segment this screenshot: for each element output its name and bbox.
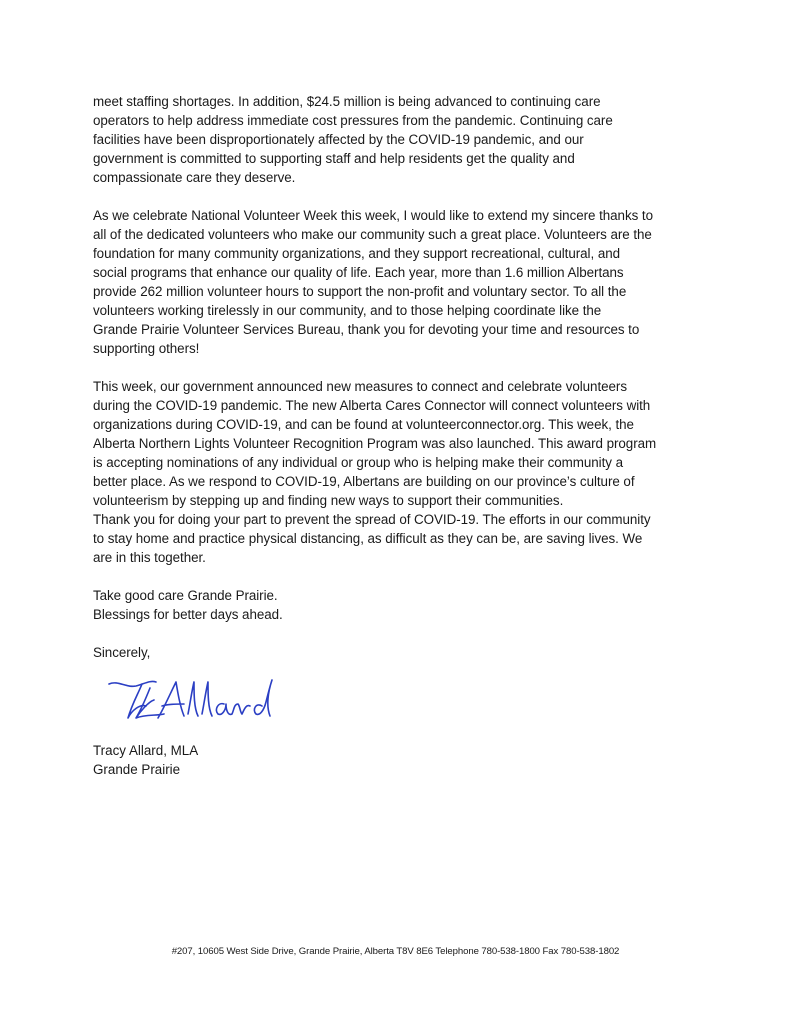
text-line: Grande Prairie Volunteer Services Bureau, thank you for devoting your time and resources to <box>93 322 640 337</box>
text-line: organizations during COVID-19, and can be found at volunteerconnector.org. This week, the <box>93 417 634 432</box>
signature-stroke-t <box>109 681 156 718</box>
text-line: all of the dedicated volunteers who make our community such a great place. Volunteers are the <box>93 227 652 242</box>
text-line: meet staffing shortages. In addition, $24.5 million is being advanced to continuing care <box>93 94 601 109</box>
closing-line: Blessings for better days ahead. <box>93 607 283 622</box>
text-line: volunteerism by stepping up and finding new ways to support their communities. <box>93 493 564 508</box>
signature-stroke-a <box>158 682 184 718</box>
text-line: This week, our government announced new measures to connect and celebrate volunteers <box>93 379 627 394</box>
text-line: Alberta Northern Lights Volunteer Recognition Program was also launched. This award program <box>93 436 657 451</box>
text-line: government is committed to supporting staff and help residents get the quality and <box>93 151 575 166</box>
text-line: during the COVID-19 pandemic. The new Alberta Cares Connector will connect volunteers with <box>93 398 651 413</box>
valediction <box>93 643 733 662</box>
handwritten-signature <box>106 674 276 726</box>
signer-block <box>93 741 198 779</box>
text-line: to stay home and practice physical distancing, as difficult as they can be, are saving lives. We <box>93 531 643 546</box>
text-line: compassionate care they deserve. <box>93 170 296 185</box>
paragraph-new-measures <box>93 377 733 567</box>
text-line: social programs that enhance our quality of life. Each year, more than 1.6 million Albertans <box>93 265 624 280</box>
signer-name: Tracy Allard, MLA <box>93 743 199 758</box>
letter-body <box>93 92 733 662</box>
text-line: provide 262 million volunteer hours to support the non-profit and voluntary sector. To all the <box>93 284 627 299</box>
closing-remarks <box>93 586 733 624</box>
text-line: better place. As we respond to COVID-19, Albertans are building on our province’s culture of <box>93 474 635 489</box>
paragraph-continuing-care <box>93 92 733 187</box>
signature-stroke-ll <box>188 682 212 716</box>
signer-location: Grande Prairie <box>93 762 181 777</box>
paragraph-volunteer-week <box>93 206 733 358</box>
text-line: Thank you for doing your part to prevent the spread of COVID-19. The efforts in our community <box>93 512 651 527</box>
valediction-text: Sincerely, <box>93 645 151 660</box>
text-line: As we celebrate National Volunteer Week this week, I would like to extend my sincere thanks to <box>93 208 653 223</box>
closing-line: Take good care Grande Prairie. <box>93 588 278 603</box>
footer-address: #207, 10605 West Side Drive, Grande Prairie, Alberta T8V 8E6 Telephone 780-538-1800 Fax 780-538-1802 <box>171 946 620 957</box>
text-line: supporting others! <box>93 341 200 356</box>
text-line: foundation for many community organizations, and they support recreational, cultural, and <box>93 246 621 261</box>
text-line: facilities have been disproportionately affected by the COVID-19 pandemic, and our <box>93 132 584 147</box>
text-line: volunteers working tirelessly in our community, and to those helping coordinate like the <box>93 303 602 318</box>
text-line: are in this together. <box>93 550 206 565</box>
text-line: is accepting nominations of any individual or group who is helping make their community a <box>93 455 623 470</box>
signature-stroke-and <box>216 680 272 716</box>
text-line: operators to help address immediate cost pressures from the pandemic. Continuing care <box>93 113 613 128</box>
